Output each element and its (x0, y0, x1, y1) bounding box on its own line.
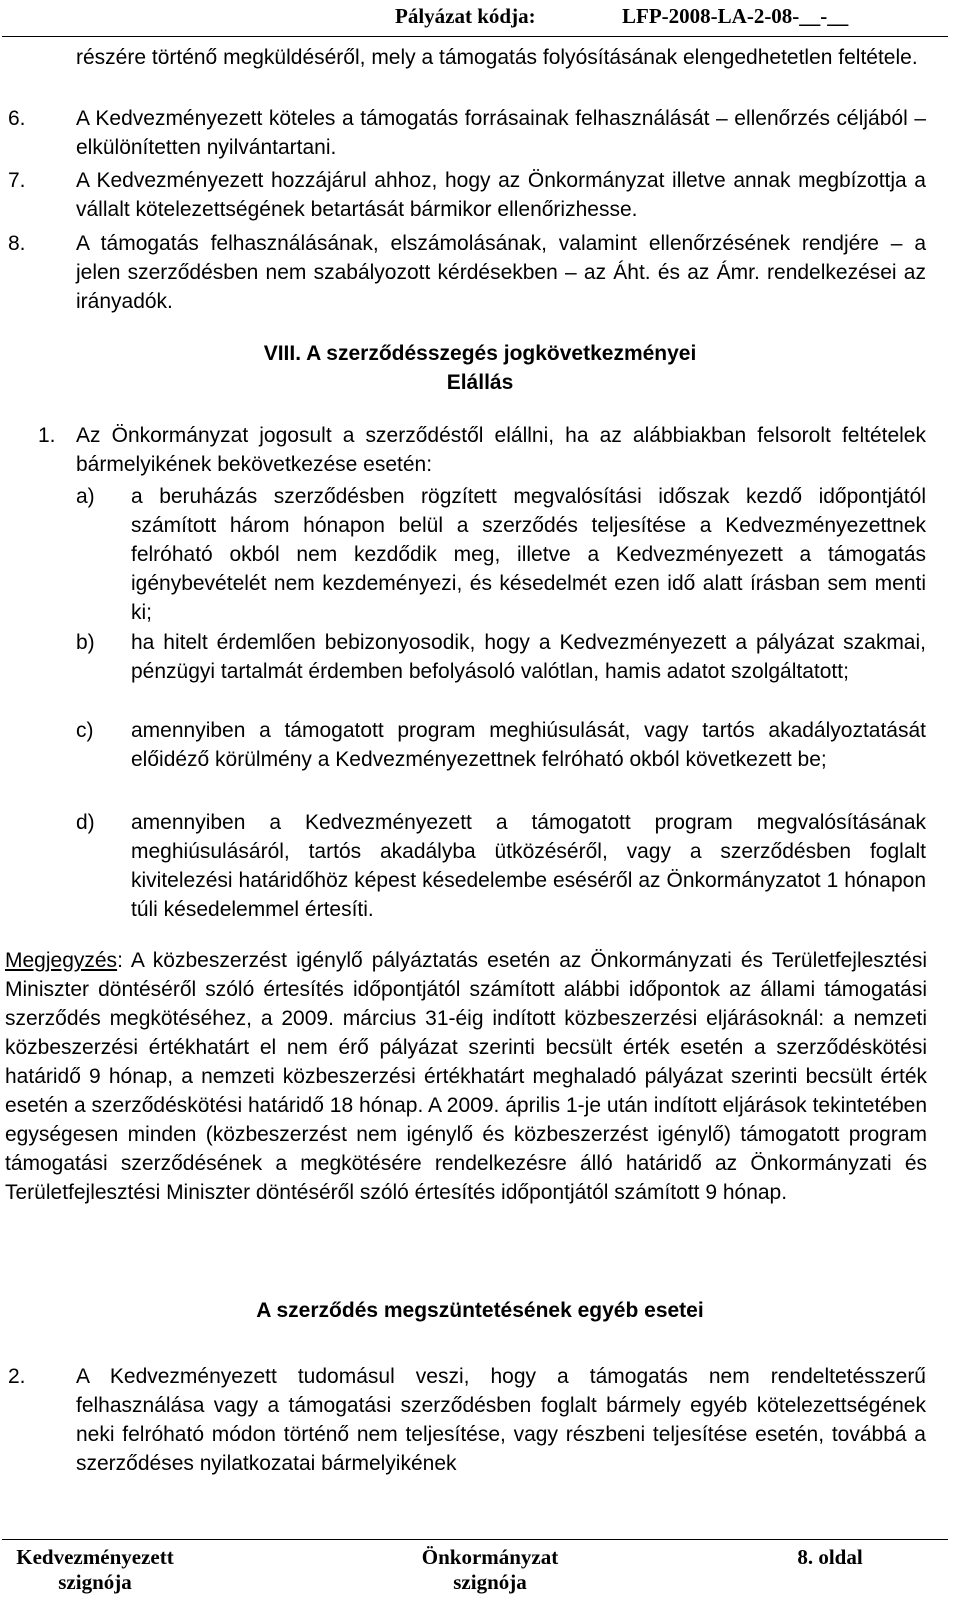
sub-item-label: c) (76, 719, 94, 742)
footer-signature-municipality (395, 1545, 585, 1595)
footer-center-line1: Önkormányzat (421, 1545, 559, 1569)
list-item (8, 229, 926, 316)
footer-signature-beneficiary (0, 1545, 190, 1595)
sub-item-text: ha hitelt érdemlően bebizonyosodik, hogy a Kedvezményezett a pályázat szakmai, pénzügyi tartalmát érdemben befolyásoló valótlan, hamis adatot szolgáltatott; (131, 631, 926, 683)
continuation-paragraph (76, 43, 926, 72)
header-rule (2, 36, 948, 37)
sub-item-label: b) (76, 631, 95, 654)
sub-item-label: d) (76, 811, 95, 834)
list-item (8, 166, 926, 224)
sub-item-text: amennyiben a Kedvezményezett a támogatott program megvalósításának meghiúsulásáról, tartós akadályba ütközéséről, vagy a szerződésben foglalt kivitelezési határidőhöz képest késedelembe eséséről az Önkormányzatot 1 hónapon túli késedelemmel értesíti. (131, 811, 926, 921)
list-item (8, 104, 926, 162)
sub-list-item (76, 482, 926, 627)
sub-item-text: amennyiben a támogatott program meghiúsulását, vagy tartós akadályoztatását előidéző körülmény a Kedvezményezettnek felróható okból következett be; (131, 719, 926, 771)
footer-left-line1: Kedvezményezett (16, 1545, 174, 1569)
list-item-text: Az Önkormányzat jogosult a szerződéstől elállni, ha az alábbiakban felsorolt feltételek bármelyikének bekövetkezése esetén: (76, 424, 926, 476)
footer-center-line2: szignója (453, 1570, 527, 1594)
page-header (0, 0, 960, 42)
list-item-number: 8. (8, 232, 26, 255)
page-number: 8. oldal (797, 1545, 863, 1569)
list-item-number: 7. (8, 169, 26, 192)
section2-title: A szerződés megszüntetésének egyéb esetei (256, 1299, 704, 1322)
list-item-text: A támogatás felhasználásának, elszámolásának, valamint ellenőrzésének rendjére – a jelen szerződésben nem szabályozott kérdésekben – az Áht. és az Ámr. rendelkezései az irányadók. (76, 232, 926, 313)
sub-item-label: a) (76, 485, 95, 508)
list-item (38, 421, 926, 479)
section-subtitle: Elállás (446, 371, 514, 394)
note-text: : A közbeszerzést igénylő pályáztatás esetén az Önkormányzati és Területfejlesztési Miniszter döntéséről szóló értesítés időpontjától számított alábbi időpontok az állami támogatási szerződés megkötéséhez, a 2009. március 31-éig indított közbeszerzési eljárásoknál: a nemzeti közbeszerzési értékhatárt el nem érő pályázat szerinti becsült érték esetén a szerződéskötési határidő 9 hónap, a nemzeti közbeszerzési értékhatárt meghaladó pályázat szerinti becsült érték esetén a szerződéskötési határidő 18 hónap. A 2009. április 1-je után indított eljárások tekintetében egységesen minden (közbeszerzést nem igénylő és közbeszerzést igénylő) támogatott program támogatási szerződésének a megkötésére rendelkezésre álló határidő az Önkormányzati és Területfejlesztési Miniszter döntéséről szóló értesítés időpontjától számított 9 hónap. (5, 949, 927, 1204)
page-footer (0, 1535, 960, 1615)
sub-item-text: a beruházás szerződésben rögzített megvalósítási időszak kezdő időpontjától számított három hónapon belül a szerződés teljesítése a Kedvezményezettnek felróható okból nem kezdődik meg, illetve a Kedvezményezett a támogatás igénybevételét nem kezdeményezi, és késedelmét ezen idő alatt írásban sem menti ki; (131, 485, 926, 624)
sub-list-item (76, 628, 926, 686)
footer-left-line2: szignója (58, 1570, 132, 1594)
sub-list-item (76, 808, 926, 924)
header-code-label: Pályázat kódja: (395, 4, 536, 28)
list-item (8, 1362, 926, 1478)
section-title: VIII. A szerződésszegés jogkövetkezményei (263, 342, 697, 365)
footer-rule (2, 1539, 948, 1540)
list-item-number: 2. (8, 1365, 26, 1388)
list-item-text: A Kedvezményezett köteles a támogatás forrásainak felhasználását – ellenőrzés céljából – elkülönítetten nyilvántartani. (76, 107, 926, 159)
list-item-number: 6. (8, 107, 26, 130)
list-item-number: 1. (38, 424, 56, 447)
header-code-value: LFP-2008-LA-2-08-__-__ (622, 4, 849, 28)
continuation-text: részére történő megküldéséről, mely a támogatás folyósításának elengedhetetlen feltétele. (76, 46, 918, 69)
note-paragraph (5, 946, 927, 1207)
sub-list-item (76, 716, 926, 774)
note-label: Megjegyzés (5, 949, 118, 972)
list-item-text: A Kedvezményezett tudomásul veszi, hogy a támogatás nem rendeltetésszerű felhasználása vagy a támogatási szerződésben foglalt bármely egyéb kötelezettségének neki felróható módon történő nem teljesítése, vagy részbeni teljesítése esetén, továbbá a szerződéses nyilatkozatai bármelyikének (76, 1365, 926, 1475)
list-item-text: A Kedvezményezett hozzájárul ahhoz, hogy az Önkormányzat illetve annak megbízottja a vállalt kötelezettségének betartását bármikor ellenőrizhesse. (76, 169, 926, 221)
